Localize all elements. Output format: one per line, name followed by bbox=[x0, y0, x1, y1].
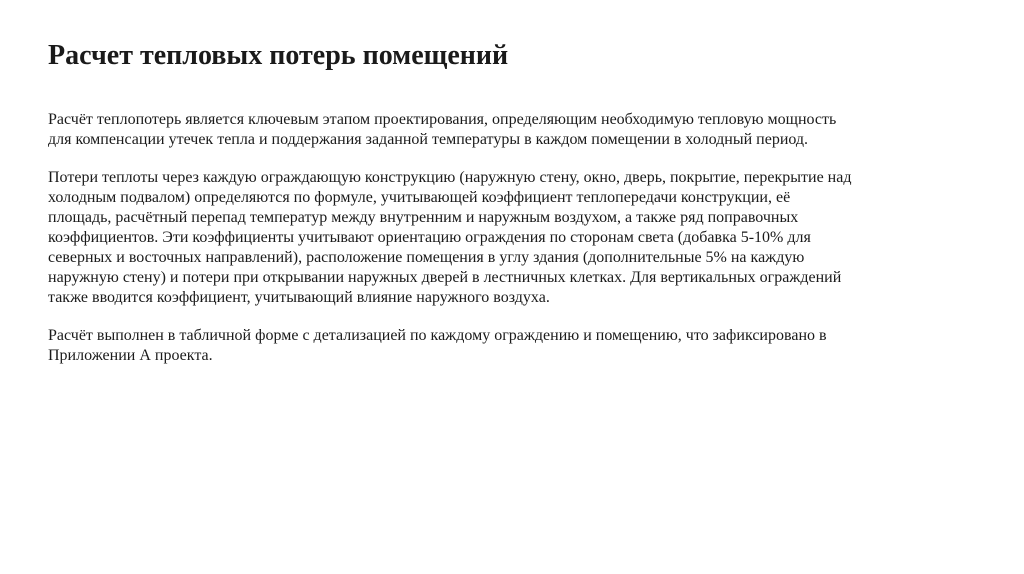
paragraph-conclusion: Расчёт выполнен в табличной форме с детализацией по каждому ограждению и помещению, что зафиксировано в Приложении А проекта. bbox=[48, 327, 827, 364]
slide-title: Расчет тепловых потерь помещений bbox=[48, 40, 509, 71]
paragraph-intro: Расчёт теплопотерь является ключевым этапом проектирования, определяющим необходимую тепловую мощность для компенсации утечек тепла и поддержания заданной температуры в каждом помещении в холодный период. bbox=[48, 111, 837, 148]
slide-body bbox=[48, 110, 953, 384]
paragraph-method: Потери теплоты через каждую ограждающую конструкцию (наружную стену, окно, дверь, покрытие, перекрытие над холодным подвалом) определяются по формуле, учитывающей коэффициент теплопередачи конструкции, её площадь, расчётный перепад температур между внутренним и наружным воздухом, а также ряд поправочных коэффициентов. Эти коэффициенты учитывают ориентацию ограждения по сторонам света (добавка 5-10% для северных и восточных направлений), расположение помещения в углу здания (дополнительные 5% на каждую наружную стену) и потери при открывании наружных дверей в лестничных клетках. Для вертикальных ограждений также вводится коэффициент, учитывающий влияние наружного воздуха. bbox=[48, 169, 852, 306]
